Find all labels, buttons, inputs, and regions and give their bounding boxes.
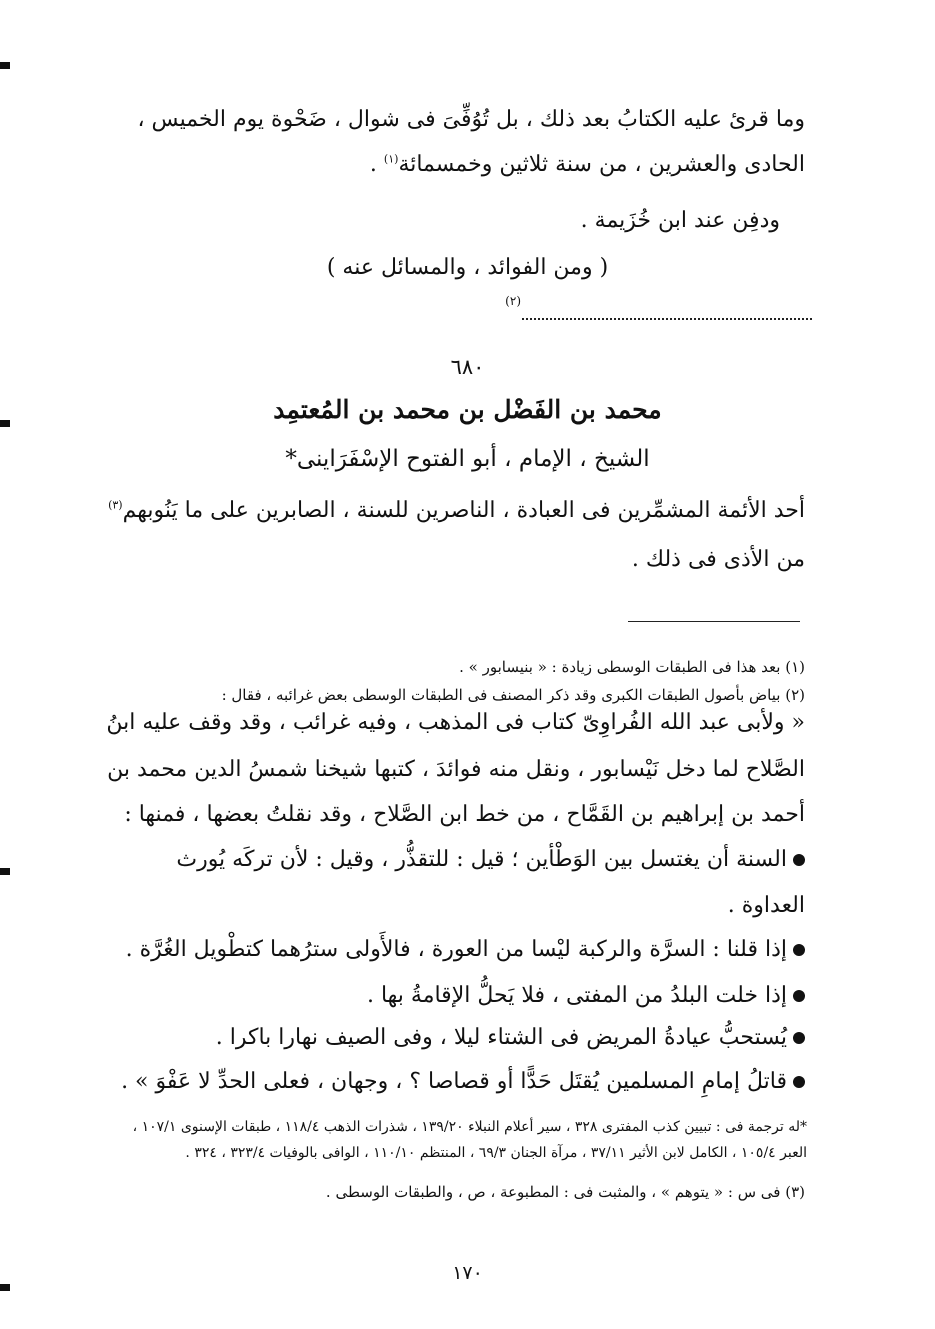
bullet-item-3 bbox=[367, 983, 805, 1008]
scan-edge-mark bbox=[0, 868, 10, 875]
bullet-icon bbox=[793, 990, 805, 1002]
bullet-item-3-text: إذا خلت البلدُ من المفتى ، فلا يَحلُّ الإقامةُ بها . bbox=[366, 983, 787, 1008]
entry-name: محمد بن الفَضْل بن محمد بن المُعتمِد bbox=[273, 395, 662, 424]
section-heading: ( ومن الفوائد ، والمسائل عنه ) bbox=[326, 255, 609, 280]
bullet-item-1 bbox=[176, 847, 805, 872]
footnote-2-intro: (٢) بياض بأصول الطبقات الكبرى وقد ذكر المصنف فى الطبقات الوسطى بعض غرائبه ، فقال : bbox=[221, 686, 805, 704]
bullet-icon bbox=[793, 854, 805, 866]
footnote-ref-1: (١) bbox=[383, 152, 399, 166]
dotted-gap bbox=[522, 312, 812, 320]
bullet-item-2-text: إذا قلنا : السرَّة والركبة ليْسا من العورة ، فالأَولى سترُهما كتطْويل الغُرَّة . bbox=[125, 937, 787, 962]
bullet-item-5 bbox=[121, 1069, 805, 1094]
bullet-item-1-cont: العداوة . bbox=[727, 893, 805, 918]
bullet-icon bbox=[793, 944, 805, 956]
entry-text-1 bbox=[108, 498, 805, 523]
entry-titles: الشيخ ، الإمام ، أبو الفتوح الإسْفَرَاينى* bbox=[285, 446, 650, 472]
footnote-3: (٣) فى س : « يتوهم » ، والمثبت فى : المطبوعة ، ص ، والطبقات الوسطى . bbox=[325, 1183, 805, 1201]
body-line-1: وما قرئ عليه الكتابُ بعد ذلك ، بل تُوُفِّىَ فى شوال ، ضَحْوة يوم الخميس ، bbox=[137, 107, 805, 132]
footnote-2-line-2: الصَّلاح لما دخل نَيْسابور ، ونقل منه فوائدَ ، كتبها شيخنا شمسُ الدين محمد بن bbox=[107, 757, 805, 782]
page-number: ١٧٠ bbox=[452, 1262, 483, 1284]
bullet-icon bbox=[793, 1032, 805, 1044]
bullet-item-4-text: يُستحبُّ عيادةُ المريض فى الشتاء ليلا ، وفى الصيف نهارا باكرا . bbox=[215, 1025, 787, 1050]
entry-text-1-body: أحد الأئمة المشمِّرين فى العبادة ، الناصرين للسنة ، الصابرين على ما يَنُوبهم bbox=[122, 498, 805, 523]
body-line-2-text: الحادى والعشرين ، من سنة ثلاثين وخمسمائة bbox=[398, 152, 805, 177]
bullet-item-4 bbox=[216, 1025, 805, 1050]
scan-edge-mark bbox=[0, 62, 10, 69]
footnote-ref-2: (٢) bbox=[505, 294, 521, 308]
footnote-ref-3: (٣) bbox=[108, 498, 123, 512]
biography-sources-line-2: العبر ١٠٥/٤ ، الكامل لابن الأثير ٣٧/١١ ، مرآة الجنان ٦٩/٣ ، المنتظم ١١٠/١٠ ، الوافى بالوفيات ٣٢٣/٤ ، ٣٢٤ . bbox=[185, 1145, 807, 1161]
entry-number: ٦٨٠ bbox=[450, 355, 485, 379]
scan-edge-mark bbox=[0, 1284, 10, 1291]
footnote-2-line-1: « ولأبى عبد الله الفُراوِىّ كتاب فى المذهب ، وفيه غرائب ، وقد وقف عليه ابنُ bbox=[106, 710, 805, 735]
biography-sources-line-1: *له ترجمة فى : تبيين كذب المفترى ٣٢٨ ، سير أعلام النبلاء ١٣٩/٢٠ ، شذرات الذهب ١١٨/٤ ، طبقات الإسنوى ١٠٧/١ ، bbox=[132, 1119, 807, 1135]
body-line-2-end: . bbox=[369, 152, 384, 177]
bullet-item-2 bbox=[126, 937, 805, 962]
body-line-2 bbox=[370, 152, 805, 177]
bullet-item-1-text: السنة أن يغتسل بين الوَطْأين ؛ قيل : للتقذُّر ، وقيل : لأن تركَه يُورث bbox=[176, 847, 787, 872]
footnote-separator bbox=[628, 621, 800, 622]
footnote-2-line-3: أحمد بن إبراهيم بن القَمَّاح ، من خط ابن الصَّلاح ، وقد نقلتُ بعضها ، فمنها : bbox=[124, 802, 805, 827]
footnote-1: (١) بعد هذا فى الطبقات الوسطى زيادة : « بنيسابور » . bbox=[459, 658, 805, 676]
bullet-item-5-text: قاتلُ إمامِ المسلمين يُقتَل حَدًّا أو قصاصا ؟ ، وجهان ، فعلى الحدِّ لا عَفْوَ » . bbox=[121, 1069, 787, 1094]
bullet-icon bbox=[793, 1076, 805, 1088]
entry-text-2: من الأذى فى ذلك . bbox=[631, 547, 805, 572]
body-line-3: ودفِن عند ابن خُزَيمة . bbox=[580, 208, 780, 233]
